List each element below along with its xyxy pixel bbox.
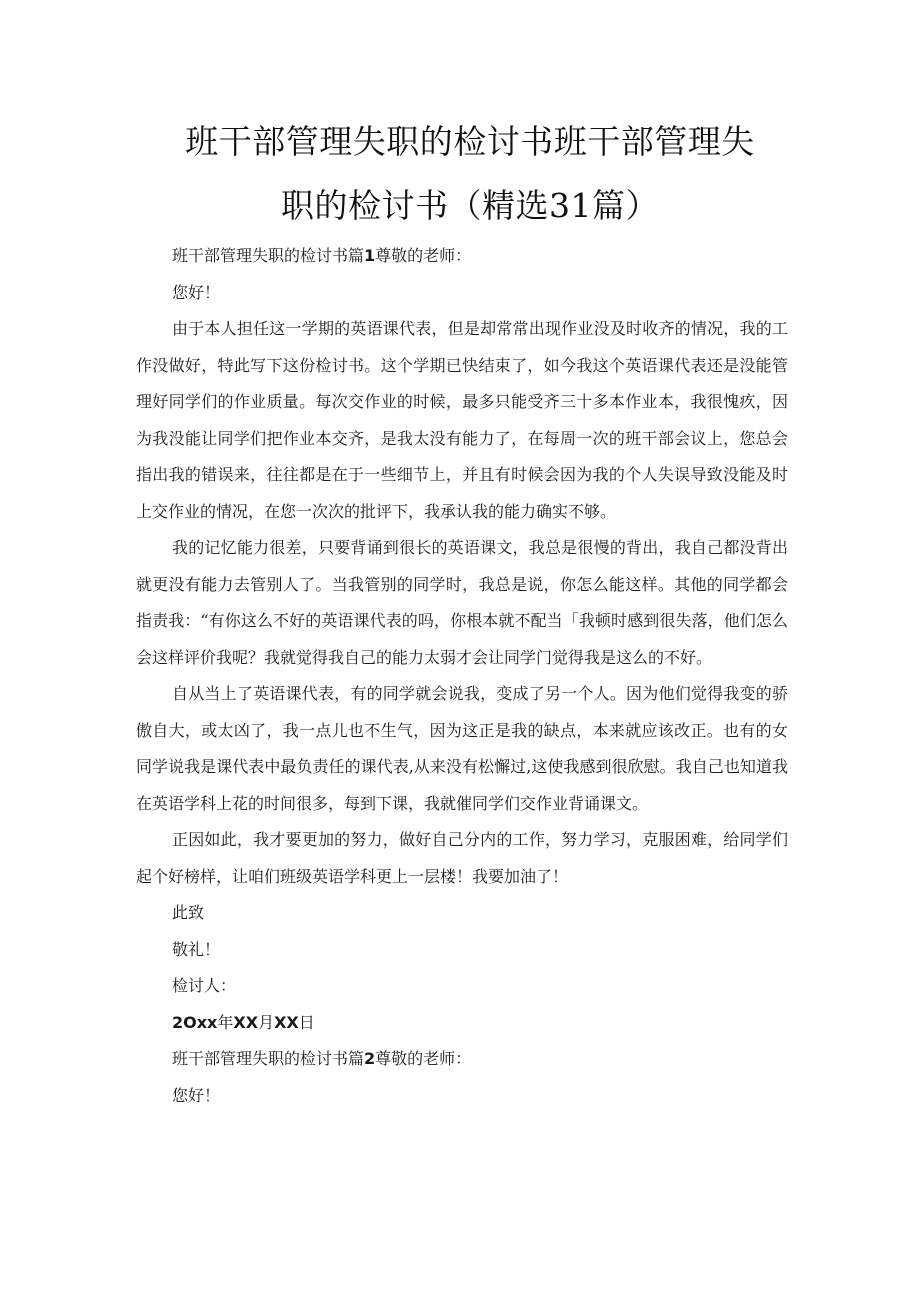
document-body [136,238,788,1114]
letter-1-paragraph-1: 由于本人担任这一学期的英语课代表，但是却常常出现作业没及时收齐的情况，我的工作没做好，特此写下这份检讨书。这个学期已快结束了，如今我这个英语课代表还是没能管理好同学们的作业质量。每次交作业的时候，最多只能受齐三十多本作业本，我很愧疚，因为我没能让同学们把作业本交齐，是我太没有能力了，在每周一次的班干部会议上，您总会指出我的错误来，往往都是在于一些细节上，并且有时候会因为我的个人失误导致没能及时上交作业的情况，在您一次次的批评下，我承认我的能力确实不够。 [136,319,788,521]
letter-1-date: 2Oxx年XX月XX日 [172,1012,315,1032]
document-title-line-1: 班干部管理失职的检讨书班干部管理失 [185,122,755,161]
letter-1-paragraph-3: 自从当上了英语课代表，有的同学就会说我，变成了另一个人。因为他们觉得我变的骄傲自大，或太凶了，我一点儿也不生气，因为这正是我的缺点，本来就应该改正。也有的女同学说我是课代表中最负责任的课代表,从来没有松懈过,这使我感到很欣慰。我自己也知道我在英语学科上花的时间很多，每到下课，我就催同学们交作业背诵课文。 [136,684,788,813]
letter-1-greeting: 您好！ [172,282,221,302]
letter-2-greeting: 您好！ [172,1085,221,1105]
letter-2-heading: 班干部管理失职的检讨书篇2尊敬的老师： [172,1049,472,1068]
letter-1-paragraph-4: 正因如此，我才要更加的努力，做好自己分内的工作，努力学习，克服困难，给同学们起个好榜样，让咱们班级英语学科更上一层楼！我要加油了！ [136,830,788,886]
document-title-line-2: 职的检讨书（精选31篇） [281,186,659,225]
letter-1-signer: 检讨人： [172,976,237,995]
letter-1-paragraph-2: 我的记忆能力很差，只要背诵到很长的英语课文，我总是很慢的背出，我自己都没背出就更没有能力去管别人了。当我管别的同学时，我总是说，你怎么能这样。其他的同学都会指责我：“有你这么不好的英语课代表的吗，你根本就不配当「我顿时感到很失落，他们怎么会这样评价我呢？我就觉得我自己的能力太弱才会让同学门觉得我是这么的不好。 [136,538,788,667]
letter-1-closing-2: 敬礼！ [172,939,221,959]
letter-1-heading: 班干部管理失职的检讨书篇1尊敬的老师： [172,246,472,265]
letter-1-closing-1: 此致 [172,903,205,922]
